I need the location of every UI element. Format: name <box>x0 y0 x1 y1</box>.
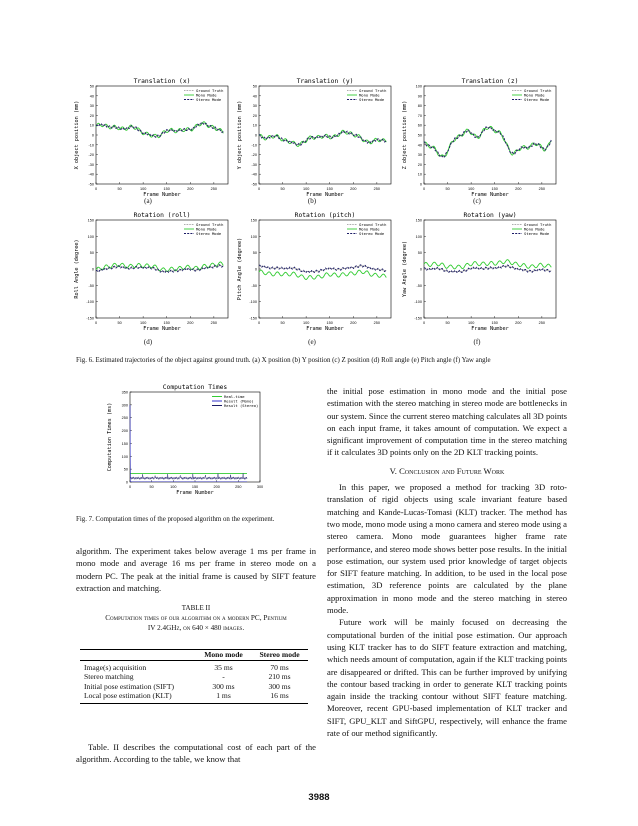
series-mono-mode <box>424 126 551 156</box>
x-tick-label: 250 <box>538 321 546 325</box>
legend-entry: Mono Mode <box>524 226 545 232</box>
legend-entry: Mono Mode <box>359 92 380 98</box>
plot-title: Translation (z) <box>461 78 519 85</box>
x-tick-label: 250 <box>235 485 242 489</box>
table2-header-mono: Mono mode <box>204 650 243 659</box>
section-heading: V. Conclusion and Future Work <box>389 465 505 476</box>
y-tick-label: 10 <box>252 123 257 128</box>
y-tick-label: 150 <box>87 218 94 223</box>
x-tick-label: 200 <box>350 321 357 325</box>
sublabel-c: (c) <box>473 197 481 205</box>
left-paragraph-2: Table. II describes the computational cost of each part of the algorithm. According to the table, we know that <box>76 742 316 765</box>
series-mono-mode <box>259 130 386 146</box>
y-tick-label: 20 <box>417 162 422 167</box>
y-tick-label: 30 <box>252 104 257 109</box>
x-tick-label: 50 <box>445 321 450 325</box>
y-tick-label: 50 <box>252 251 257 256</box>
plot-title: Rotation (yaw) <box>463 212 517 219</box>
y-tick-label: 50 <box>252 84 257 89</box>
y-tick-label: 90 <box>417 94 422 99</box>
y-tick-label: 100 <box>415 234 422 239</box>
x-tick-label: 150 <box>163 321 170 325</box>
y-tick-label: 0 <box>254 267 257 272</box>
legend-entry: Stereo Mode <box>196 231 222 236</box>
y-tick-label: 150 <box>250 218 257 223</box>
x-tick-label: 100 <box>302 187 310 191</box>
x-tick-label: 250 <box>373 321 381 325</box>
x-tick-label: 250 <box>210 321 218 325</box>
y-tick-label: -150 <box>86 316 94 321</box>
y-tick-label: 10 <box>89 123 94 128</box>
legend-entry: Stereo Mode <box>196 97 222 102</box>
y-tick-label: -150 <box>249 316 257 321</box>
y-tick-label: -40 <box>88 172 94 177</box>
y-tick-label: 40 <box>417 143 422 148</box>
y-axis-label: Pitch Angle (degree) <box>237 237 243 301</box>
y-tick-label: 40 <box>89 94 94 99</box>
y-tick-label: -50 <box>88 182 94 187</box>
table-row: Image(s) acquisition 35 ms 70 ms <box>84 662 289 672</box>
y-tick-label: 150 <box>415 218 422 223</box>
legend-entry: Ground Truth <box>524 222 552 227</box>
y-tick-label: -30 <box>88 162 94 167</box>
y-axis-label: Z object position (mm) <box>402 100 408 170</box>
series-mono-mode <box>424 260 551 269</box>
y-tick-label: -100 <box>414 300 422 305</box>
x-tick-label: 250 <box>210 187 218 191</box>
x-tick-label: 0 <box>422 187 426 191</box>
x-tick-label: 150 <box>491 187 498 191</box>
fig7-caption: Fig. 7. Computation times of the proposed algorithm on the experiment. <box>76 516 275 523</box>
y-tick-label: -40 <box>251 172 257 177</box>
y-tick-label: 20 <box>252 113 257 118</box>
table2-number: TABLE II <box>181 604 211 612</box>
series-stereo-mode <box>96 265 223 273</box>
plot-rotation-yaw <box>398 210 568 338</box>
x-tick-label: 50 <box>117 321 122 325</box>
y-tick-label: 0 <box>91 133 94 138</box>
table2-header-row <box>80 650 308 661</box>
x-tick-label: 0 <box>94 321 98 325</box>
x-tick-label: 200 <box>350 187 357 191</box>
legend-entry: Result (Stereo) <box>224 403 259 408</box>
legend-entry: Real-time <box>224 394 245 399</box>
y-axis-label: Y object position (mm) <box>237 100 243 170</box>
x-tick-label: 100 <box>467 321 475 325</box>
y-axis-label: Yaw Angle (degree) <box>402 240 408 298</box>
legend-entry: Stereo Mode <box>359 97 385 102</box>
series-mono-mode <box>259 270 386 280</box>
y-tick-label: 0 <box>254 133 257 138</box>
y-tick-label: 30 <box>89 104 94 109</box>
table-row: Initial pose estimation (SIFT) 300 ms 300 ms <box>84 681 291 691</box>
y-tick-label: 0 <box>419 182 422 187</box>
x-tick-label: 50 <box>445 187 450 191</box>
plot-title: Rotation (pitch) <box>294 212 356 219</box>
y-tick-label: -50 <box>251 182 257 187</box>
y-tick-label: 50 <box>417 251 422 256</box>
x-tick-label: 50 <box>280 187 285 191</box>
x-axis-label: Frame Number <box>306 192 344 198</box>
table2-header-stereo: Stereo mode <box>259 650 300 659</box>
x-tick-label: 50 <box>280 321 285 325</box>
x-tick-label: 0 <box>128 485 132 489</box>
y-tick-label: 0 <box>125 480 128 485</box>
x-tick-label: 200 <box>187 187 194 191</box>
y-tick-label: -150 <box>414 316 422 321</box>
y-tick-label: 0 <box>91 267 94 272</box>
table-row: Stereo matching - 210 ms <box>84 672 291 681</box>
y-tick-label: 100 <box>121 454 128 459</box>
y-axis-label: X object position (mm) <box>74 100 80 170</box>
y-tick-label: 200 <box>121 429 128 434</box>
y-axis-label: Computation Times (ms) <box>107 402 113 472</box>
y-tick-label: 50 <box>123 467 128 472</box>
plot-translation-x <box>70 76 240 204</box>
x-tick-label: 50 <box>149 485 154 489</box>
y-tick-label: -50 <box>88 283 94 288</box>
plot-rotation-pitch <box>233 210 403 338</box>
x-tick-label: 100 <box>139 321 147 325</box>
y-tick-label: 60 <box>417 123 422 128</box>
y-tick-label: -100 <box>249 300 257 305</box>
plot-translation-y <box>233 76 403 204</box>
x-tick-label: 200 <box>187 321 194 325</box>
y-tick-label: 80 <box>417 104 422 109</box>
legend-entry: Result (Mono) <box>224 398 254 404</box>
y-tick-label: -50 <box>416 283 422 288</box>
x-tick-label: 0 <box>422 321 426 325</box>
series-ground-truth <box>424 127 551 157</box>
right-paragraph-1: the initial pose estimation in mono mode and the initial pose estimation with the stereo matching in stereo mode are bottlenecks in our system. Since the current stereo matching calculates all 3D points on each input frame, it takes amount of computation. We expect a significant improvement of computation time in the stereo matching if it calculates 3D points only on the 2D KLT tracking points. <box>327 386 567 458</box>
y-tick-label: 300 <box>121 403 128 408</box>
y-axis-label: Roll Angle (degree) <box>74 239 80 299</box>
table2 <box>80 649 308 704</box>
y-tick-label: 50 <box>89 251 94 256</box>
y-tick-label: 30 <box>417 153 422 158</box>
x-tick-label: 250 <box>538 187 546 191</box>
y-tick-label: 0 <box>419 267 422 272</box>
legend-entry: Stereo Mode <box>524 231 550 236</box>
legend-entry: Mono Mode <box>524 92 545 98</box>
legend-entry: Mono Mode <box>196 226 217 232</box>
x-tick-label: 0 <box>94 187 98 191</box>
x-tick-label: 250 <box>373 187 381 191</box>
y-tick-label: -30 <box>251 162 257 167</box>
x-axis-label: Frame Number <box>143 192 181 198</box>
plot-computation-times <box>102 382 277 500</box>
x-tick-label: 100 <box>139 187 147 191</box>
y-tick-label: 40 <box>252 94 257 99</box>
y-tick-label: -100 <box>86 300 94 305</box>
sublabel-f: (f) <box>473 338 481 346</box>
right-paragraph-3: Future work will be mainly focused on decreasing the computational burden of the initial pose estimation. Our approach using KLT tracker has to do SIFT feature extraction and matching, which needs amount of computation, again if the KLT tracking points are disappeared or drifted. This can be further improved by unifying the contour based tracking in order to generate KLT tracking points again inside the tracking contour without SIFT feature matching. Moreover, recent GPU-based implementation of KLT tracker and SIFT, GPU_KLT and SiftGPU, respectively, will enhance the frame rate of our method significantly. <box>327 617 567 739</box>
right-paragraph-2: In this paper, we proposed a method for tracking 3D roto-translation of rigid objects using scale invariant feature based matching and Kande-Lucas-Tomasi (KLT) tracker. The method has two mode, mono mode using a mono camera and stereo mode using a stereo camera. Mono mode guarantees higher frame rate performance, and stereo mode shows better pose results. In the initial pose estimation, our system used prior knowledge of target objects for SIFT feature matching. In addition, to be used in the local pose estimation, 3D reference points are calculated by the plane approximation in mono mode and the stereo matching in stereo mode. <box>327 482 567 616</box>
plot-title: Translation (y) <box>296 78 354 85</box>
y-tick-label: -10 <box>251 143 257 148</box>
legend-entry: Stereo Mode <box>359 231 385 236</box>
legend-entry: Mono Mode <box>359 226 380 232</box>
legend-entry: Stereo Mode <box>524 97 550 102</box>
y-tick-label: -20 <box>88 153 94 158</box>
x-axis-label: Frame Number <box>471 326 509 332</box>
plot-rotation-roll <box>70 210 240 338</box>
series-result-stereo <box>130 405 247 480</box>
x-tick-label: 0 <box>257 187 261 191</box>
plot-title: Rotation (roll) <box>133 212 191 219</box>
y-tick-label: 100 <box>415 84 422 89</box>
page-number: 3988 <box>308 792 330 803</box>
x-tick-label: 150 <box>326 321 333 325</box>
table2-caption-line2: IV 2.4GHz, on 640 × 480 images. <box>147 624 245 632</box>
y-tick-label: 20 <box>89 113 94 118</box>
y-tick-label: 10 <box>417 172 422 177</box>
x-axis-label: Frame Number <box>176 490 214 496</box>
sublabel-e: (e) <box>308 338 316 346</box>
plot-title: Translation (x) <box>133 78 191 85</box>
plot-title: Computation Times <box>162 384 228 391</box>
legend-entry: Mono Mode <box>196 92 217 98</box>
y-tick-label: 150 <box>121 441 128 446</box>
x-axis-label: Frame Number <box>471 192 509 198</box>
legend-entry: Ground Truth <box>196 88 224 93</box>
x-tick-label: 0 <box>257 321 261 325</box>
right-column <box>327 385 567 739</box>
legend-entry: Ground Truth <box>359 88 387 93</box>
table2-title <box>76 603 316 633</box>
fig6-caption: Fig. 6. Estimated trajectories of the object against ground truth. (a) X position (b) Y position (c) Z position (d) Roll angle (e) Pitch angle (f) Yaw angle <box>76 357 491 364</box>
x-tick-label: 150 <box>491 321 498 325</box>
y-tick-label: 100 <box>87 234 94 239</box>
table-row: Local pose estimation (KLT) 1 ms 16 ms <box>80 691 308 703</box>
x-axis-label: Frame Number <box>306 326 344 332</box>
y-tick-label: 50 <box>89 84 94 89</box>
plot-translation-z <box>398 76 568 204</box>
x-tick-label: 100 <box>302 321 310 325</box>
legend-entry: Ground Truth <box>524 88 552 93</box>
x-tick-label: 150 <box>163 187 170 191</box>
legend-entry: Ground Truth <box>196 222 224 227</box>
x-tick-label: 300 <box>256 485 264 489</box>
sublabel-a: (a) <box>144 197 152 205</box>
series-stereo-mode <box>424 127 551 158</box>
x-tick-label: 100 <box>467 187 475 191</box>
x-tick-label: 150 <box>191 485 199 489</box>
table2-caption-line1: Computation times of our algorithm on a modern PC, Pentium <box>105 614 287 622</box>
x-tick-label: 200 <box>515 321 522 325</box>
x-tick-label: 100 <box>170 485 177 489</box>
sublabel-b: (b) <box>307 197 317 205</box>
left-paragraph-1: algorithm. The experiment takes below average 1 ms per frame in mono mode and average 16 ms per frame in stereo mode on a modern PC. The peak at the initial frame is caused by SIFT feature extraction and matching. <box>76 546 316 593</box>
legend-entry: Ground Truth <box>359 222 387 227</box>
y-tick-label: 50 <box>417 133 422 138</box>
sublabel-d: (d) <box>143 338 153 346</box>
y-tick-label: -20 <box>251 153 257 158</box>
y-tick-label: 350 <box>121 390 128 395</box>
y-tick-label: 70 <box>417 113 422 118</box>
x-tick-label: 150 <box>326 187 333 191</box>
y-tick-label: -10 <box>88 143 94 148</box>
x-tick-label: 200 <box>213 485 220 489</box>
y-tick-label: 250 <box>121 416 128 421</box>
x-tick-label: 50 <box>117 187 122 191</box>
series-stereo-mode <box>259 265 386 273</box>
y-tick-label: 100 <box>250 234 257 239</box>
x-axis-label: Frame Number <box>143 326 181 332</box>
y-tick-label: -50 <box>251 283 257 288</box>
x-tick-label: 200 <box>515 187 522 191</box>
series-result-mono <box>130 405 247 482</box>
